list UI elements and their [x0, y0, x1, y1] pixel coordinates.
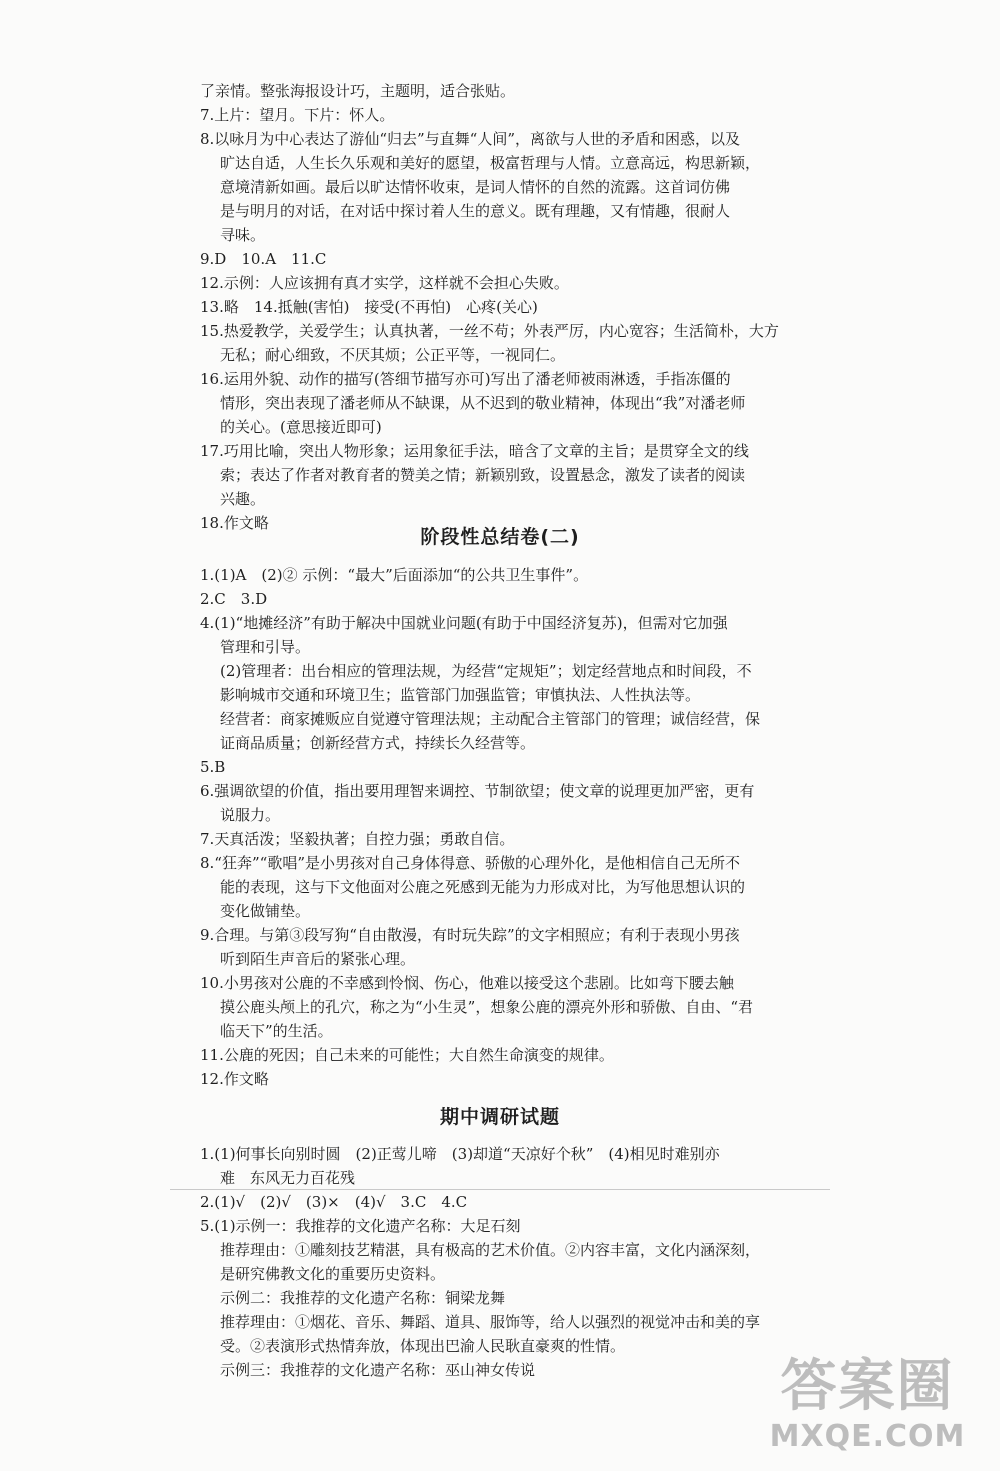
answer-line: 13.略 14.抵触(害怕) 接受(不再怕) 心疼(关心) [200, 298, 538, 316]
answer-line: 是研究佛教文化的重要历史资料。 [220, 1265, 446, 1283]
answer-line: 示例三：我推荐的文化遗产名称：巫山神女传说 [220, 1361, 536, 1379]
answer-line: 9.D 10.A 11.C [200, 250, 327, 268]
watermark-glyphs: 答案圈 [780, 1354, 955, 1419]
answer-line: (2)管理者：出台相应的管理法规，为经营“定规矩”；划定经营地点和时间段，不 [220, 662, 752, 680]
answer-line: 证商品质量；创新经营方式，持续长久经营等。 [220, 734, 536, 752]
answer-line: 能的表现，这与下文他面对公鹿之死感到无能为力形成对比，为写他思想认识的 [220, 878, 746, 896]
answer-line: 1.(1)何事长向别时圆 (2)正莺儿啼 (3)却道“天凉好个秋” (4)相见时难别亦 [200, 1145, 720, 1163]
answers-block-3 [200, 1142, 800, 1382]
answer-line: 推荐理由：①雕刻技艺精湛，具有极高的艺术价值。②内容丰富，文化内涵深刻， [220, 1241, 761, 1259]
answer-line: 寻味。 [220, 226, 266, 244]
answer-line: 情形，突出表现了潘老师从不缺课，从不迟到的敬业精神，体现出“我”对潘老师 [220, 394, 746, 412]
answer-line: 影响城市交通和环境卫生；监管部门加强监管；审慎执法、人性执法等。 [220, 686, 701, 704]
answer-line: 6.强调欲望的价值，指出要用理智来调控、节制欲望；使文章的说理更加严密，更有 [200, 782, 755, 800]
answer-line: 推荐理由：①烟花、音乐、舞蹈、道具、服饰等，给人以强烈的视觉冲击和美的享 [220, 1313, 761, 1331]
answers-block-1 [200, 79, 800, 535]
answer-line: 兴趣。 [220, 490, 266, 508]
answer-line: 示例二：我推荐的文化遗产名称：铜梁龙舞 [220, 1289, 506, 1307]
answer-line: 意境清新如画。最后以旷达情怀收束，是词人情怀的自然的流露。这首词仿佛 [220, 178, 731, 196]
answer-line: 5.(1)示例一：我推荐的文化遗产名称：大足石刻 [200, 1217, 521, 1235]
scan-rule [170, 1189, 830, 1190]
answer-line: 2.C 3.D [200, 590, 268, 608]
answer-line: 12.示例：人应该拥有真才实学，这样就不会担心失败。 [200, 274, 569, 292]
answer-line: 受。②表演形式热情奔放，体现出巴渝人民耿直豪爽的性情。 [220, 1337, 626, 1355]
answer-line: 1.(1)A (2)② 示例：“最大”后面添加“的公共卫生事件”。 [200, 566, 589, 584]
answer-line: 经营者：商家摊贩应自觉遵守管理法规；主动配合主管部门的管理；诚信经营，保 [220, 710, 761, 728]
answer-line: 索；表达了作者对教育者的赞美之情；新颖别致，设置悬念，激发了读者的阅读 [220, 466, 746, 484]
answer-line: 18.作文略 [200, 514, 269, 532]
answer-line: 2.(1)√ (2)√ (3)× (4)√ 3.C 4.C [200, 1193, 468, 1211]
answer-line: 5.B [200, 758, 226, 776]
answer-line: 无私；耐心细致，不厌其烦；公正平等，一视同仁。 [220, 346, 566, 364]
answers-block-2 [200, 563, 800, 1091]
answer-line: 变化做铺垫。 [220, 902, 311, 920]
watermark-logo [745, 1355, 990, 1465]
section-heading-midterm: 期中调研试题 [439, 1106, 560, 1128]
answer-line: 8.以咏月为中心表达了游仙“归去”与直舞“人间”，离欲与人世的矛盾和困惑，以及 [200, 130, 740, 148]
watermark-url: MXQE.COM [769, 1419, 966, 1454]
answer-line: 15.热爱教学，关爱学生；认真执著，一丝不苟；外表严厉，内心宽容；生活简朴，大方 [200, 322, 779, 340]
answer-line: 17.巧用比喻，突出人物形象；运用象征手法，暗含了文章的主旨；是贯穿全文的线 [200, 442, 749, 460]
answer-line: 的关心。(意思接近即可) [220, 418, 382, 436]
answer-line: 听到陌生声音后的紧张心理。 [220, 950, 416, 968]
answer-line: 7.天真活泼；坚毅执著；自控力强；勇敢自信。 [200, 830, 515, 848]
answer-line: 旷达自适，人生长久乐观和美好的愿望，极富哲理与人情。立意高远，构思新颖， [220, 154, 761, 172]
answer-line: 7.上片：望月。下片：怀人。 [200, 106, 395, 124]
answer-line: 是与明月的对话，在对话中探讨着人生的意义。既有理趣，又有情趣，很耐人 [220, 202, 731, 220]
answer-line: 摸公鹿头颅上的孔穴，称之为“小生灵”，想象公鹿的漂亮外形和骄傲、自由、“君 [220, 998, 754, 1016]
answer-line: 了亲情。整张海报设计巧，主题明，适合张贴。 [200, 82, 516, 100]
answer-line: 4.(1)“地摊经济”有助于解决中国就业问题(有助于中国经济复苏)，但需对它加强 [200, 614, 728, 632]
answer-line: 9.合理。与第③段写狗“自由散漫，有时玩失踪”的文字相照应；有利于表现小男孩 [200, 926, 740, 944]
answer-line: 11.公鹿的死因；自己未来的可能性；大自然生命演变的规律。 [200, 1046, 614, 1064]
answer-line: 16.运用外貌、动作的描写(答细节描写亦可)写出了潘老师被雨淋透，手指冻僵的 [200, 370, 731, 388]
answer-line: 10.小男孩对公鹿的不幸感到怜悯、伤心，他难以接受这个悲剧。比如弯下腰去触 [200, 974, 734, 992]
section-heading-stage-summary-2: 阶段性总结卷(二) [420, 526, 580, 548]
answer-line: 说服力。 [220, 806, 281, 824]
answer-line: 12.作文略 [200, 1070, 269, 1088]
answer-line: 管理和引导。 [220, 638, 311, 656]
answer-line: 8.“狂奔”“歌唱”是小男孩对自己身体得意、骄傲的心理外化，是他相信自己无所不 [200, 854, 740, 872]
answer-line: 临天下”的生活。 [220, 1022, 333, 1040]
answer-line: 难 东风无力百花残 [220, 1169, 356, 1187]
